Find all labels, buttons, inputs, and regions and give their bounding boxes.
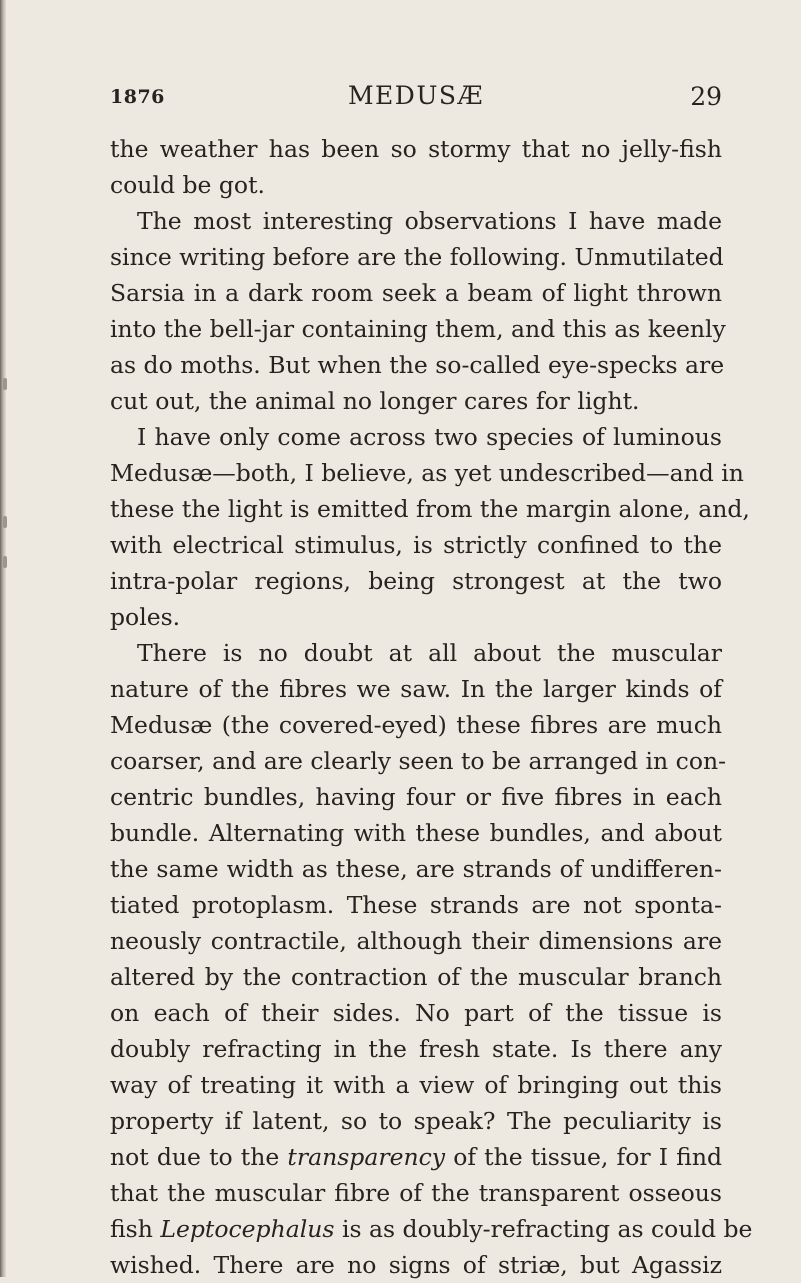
- text-line: tiated protoplasm. These strands are not sponta-: [110, 891, 722, 919]
- binding-mark: [3, 516, 7, 528]
- text-line: wished. There are no signs of striæ, but Agassiz: [110, 1251, 722, 1279]
- text-line: intra-polar regions, being strongest at the two: [110, 567, 722, 595]
- text-line: There is no doubt at all about the muscular: [137, 639, 722, 667]
- text-line: doubly refracting in the fresh state. Is there any: [110, 1035, 722, 1063]
- text-line: cut out, the animal no longer cares for light.: [110, 387, 640, 415]
- text-line: the same width as these, are strands of undifferen-: [110, 855, 722, 883]
- running-head: [110, 81, 722, 115]
- text-line: on each of their sides. No part of the tissue is: [110, 999, 722, 1027]
- text-line: way of treating it with a view of bringing out this: [110, 1071, 722, 1099]
- text-line: Medusæ (the covered-eyed) these fibres are much: [110, 711, 722, 739]
- header-title: MEDUSÆ: [347, 81, 485, 110]
- text-line: as do moths. But when the so-called eye-specks are: [110, 351, 725, 379]
- page-number: 29: [690, 82, 722, 111]
- binding-mark: [3, 378, 7, 390]
- text-line: with electrical stimulus, is strictly confined to the: [110, 531, 722, 559]
- text-line: The most interesting observations I have made: [137, 207, 722, 235]
- text-line: property if latent, so to speak? The peculiarity is: [110, 1107, 722, 1135]
- text-line: altered by the contraction of the muscular branch: [110, 963, 722, 991]
- italic-term: Leptocephalus: [160, 1215, 335, 1243]
- text-line: Medusæ—both, I believe, as yet undescribed—and in: [110, 459, 744, 487]
- binding-mark: [3, 556, 7, 568]
- text-line: neously contractile, although their dimensions are: [110, 927, 722, 955]
- text-line: coarser, and are clearly seen to be arranged in con-: [110, 747, 727, 775]
- text-line: could be got.: [110, 171, 265, 199]
- text-line: since writing before are the following. Unmutilated: [110, 243, 724, 271]
- text-line: the weather has been so stormy that no jelly-fish: [110, 135, 722, 163]
- text-line: bundle. Alternating with these bundles, and about: [110, 819, 722, 847]
- text-line: Sarsia in a dark room seek a beam of light thrown: [110, 279, 722, 307]
- text-line: nature of the fibres we saw. In the larger kinds of: [110, 675, 722, 703]
- text-line: not due to the transparency of the tissue, for I find: [110, 1143, 722, 1171]
- text-line: these the light is emitted from the margin alone, and,: [110, 495, 750, 523]
- text-line: I have only come across two species of luminous: [137, 423, 722, 451]
- text-line: fish Leptocephalus is as doubly-refracting as could be: [110, 1215, 753, 1243]
- page-binding-edge: [0, 0, 6, 1277]
- text-line: poles.: [110, 603, 181, 631]
- body-text: [110, 131, 753, 1283]
- italic-term: transparency: [287, 1143, 446, 1171]
- text-line: into the bell-jar containing them, and this as keenly: [110, 315, 726, 343]
- header-year: 1876: [110, 86, 165, 108]
- text-line: centric bundles, having four or five fibres in each: [110, 783, 722, 811]
- text-line: that the muscular fibre of the transparent osseous: [110, 1179, 722, 1207]
